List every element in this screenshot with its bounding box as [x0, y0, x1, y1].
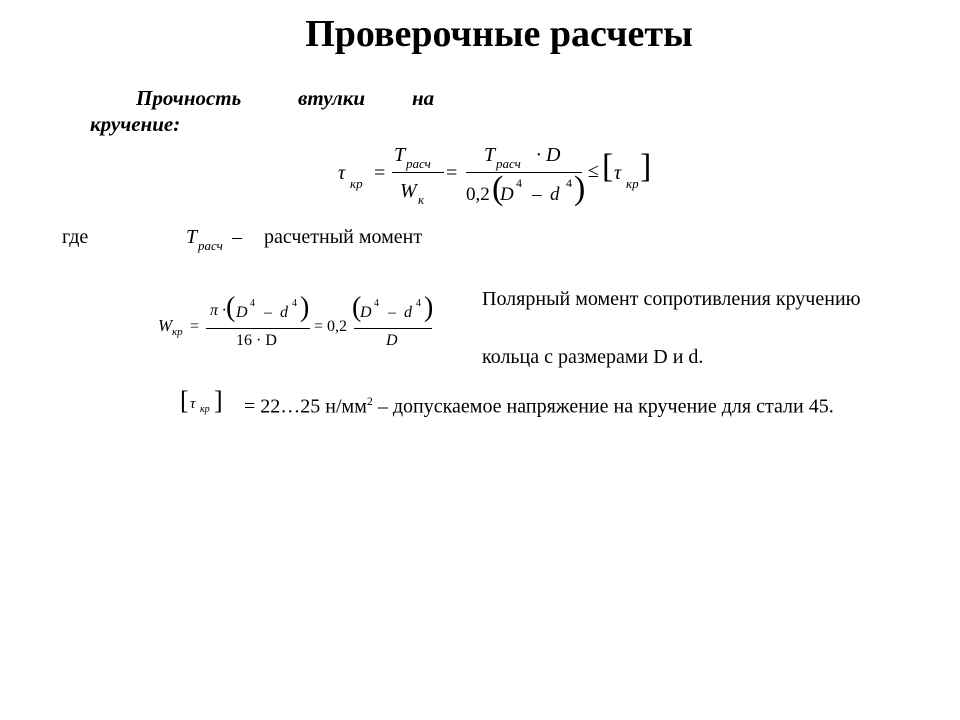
paren-left: (: [352, 292, 362, 323]
allowable-tau: τ: [190, 396, 196, 412]
paren-right: ): [300, 292, 310, 323]
dash: –: [232, 226, 242, 248]
exponent: 4: [292, 298, 297, 309]
polar-description-line2: кольца с размерами D и d.: [482, 346, 704, 368]
equals-sign: =: [190, 318, 200, 335]
outer-diameter: D: [236, 304, 248, 321]
minus-sign: –: [388, 304, 396, 321]
bracket-right: ]: [214, 386, 223, 415]
less-equal-sign: ≤: [588, 160, 599, 182]
minus-sign: –: [532, 184, 542, 205]
unit-exponent: 2: [366, 394, 373, 408]
allowable-tau: τ: [614, 162, 622, 184]
pi-factor: π ·: [210, 302, 227, 319]
section-modulus-subscript: кр: [172, 326, 183, 338]
outer-diameter: D: [500, 184, 514, 205]
section-modulus-symbol: W: [158, 316, 173, 335]
fraction-bar: [466, 172, 582, 173]
torque-subscript: расч: [496, 156, 521, 171]
exponent: 4: [374, 298, 379, 309]
torque-description: расчетный момент: [264, 226, 423, 248]
allowable-stress-text: [244, 394, 834, 419]
inner-diameter: d: [404, 304, 412, 321]
page-title: Проверочные расчеты: [305, 13, 693, 55]
torque-symbol: T: [186, 226, 198, 248]
torque-symbol: T: [484, 144, 496, 166]
allowable-description: – допускаемое напряжение на кручение для стали 45.: [372, 395, 834, 418]
fraction-bar: [392, 172, 444, 173]
diameter-factor: · D: [536, 144, 561, 166]
polar-description-line1: Полярный момент сопротивления кручению: [482, 288, 861, 310]
subtitle-word-strength: Прочность: [136, 86, 242, 110]
where-label: где: [62, 226, 89, 248]
equals-sign: =: [446, 162, 458, 184]
tau-subscript: кр: [350, 176, 363, 191]
subtitle-word-on: на: [412, 86, 435, 110]
fraction-bar: [206, 328, 310, 329]
tau-symbol: τ: [338, 162, 346, 184]
bracket-left: [: [602, 148, 614, 185]
inner-diameter: d: [550, 184, 560, 205]
exponent: 4: [516, 176, 522, 190]
exponent: 4: [250, 298, 255, 309]
torque-subscript: расч: [406, 156, 431, 171]
paren-left: (: [492, 170, 504, 207]
paren-right: ): [574, 170, 586, 207]
outer-diameter: D: [360, 304, 372, 321]
subtitle-word-bushing: втулки: [298, 86, 366, 110]
exponent: 4: [416, 298, 421, 309]
allowable-value: = 22…25 н/мм: [244, 395, 367, 418]
exponent: 4: [566, 176, 572, 190]
paren-right: ): [424, 292, 434, 323]
denominator: 16 · D: [236, 332, 277, 349]
subtitle-word-torsion: кручение:: [90, 112, 181, 136]
section-modulus-subscript: к: [418, 192, 425, 207]
bracket-right: ]: [640, 148, 652, 185]
allowable-tau-subscript: кр: [626, 176, 639, 191]
torque-subscript: расч: [198, 238, 223, 253]
torque-symbol: T: [394, 144, 406, 166]
minus-sign: –: [264, 304, 272, 321]
equals-sign: =: [374, 162, 386, 184]
inner-diameter: d: [280, 304, 288, 321]
bracket-left: [: [180, 386, 189, 415]
allowable-tau-subscript: кр: [200, 404, 210, 415]
fraction-bar: [354, 328, 432, 329]
paren-left: (: [226, 292, 236, 323]
denominator: D: [386, 332, 398, 349]
equals-coefficient: = 0,2: [314, 318, 348, 335]
coefficient: 0,2: [466, 184, 490, 205]
section-modulus-symbol: W: [400, 180, 417, 202]
